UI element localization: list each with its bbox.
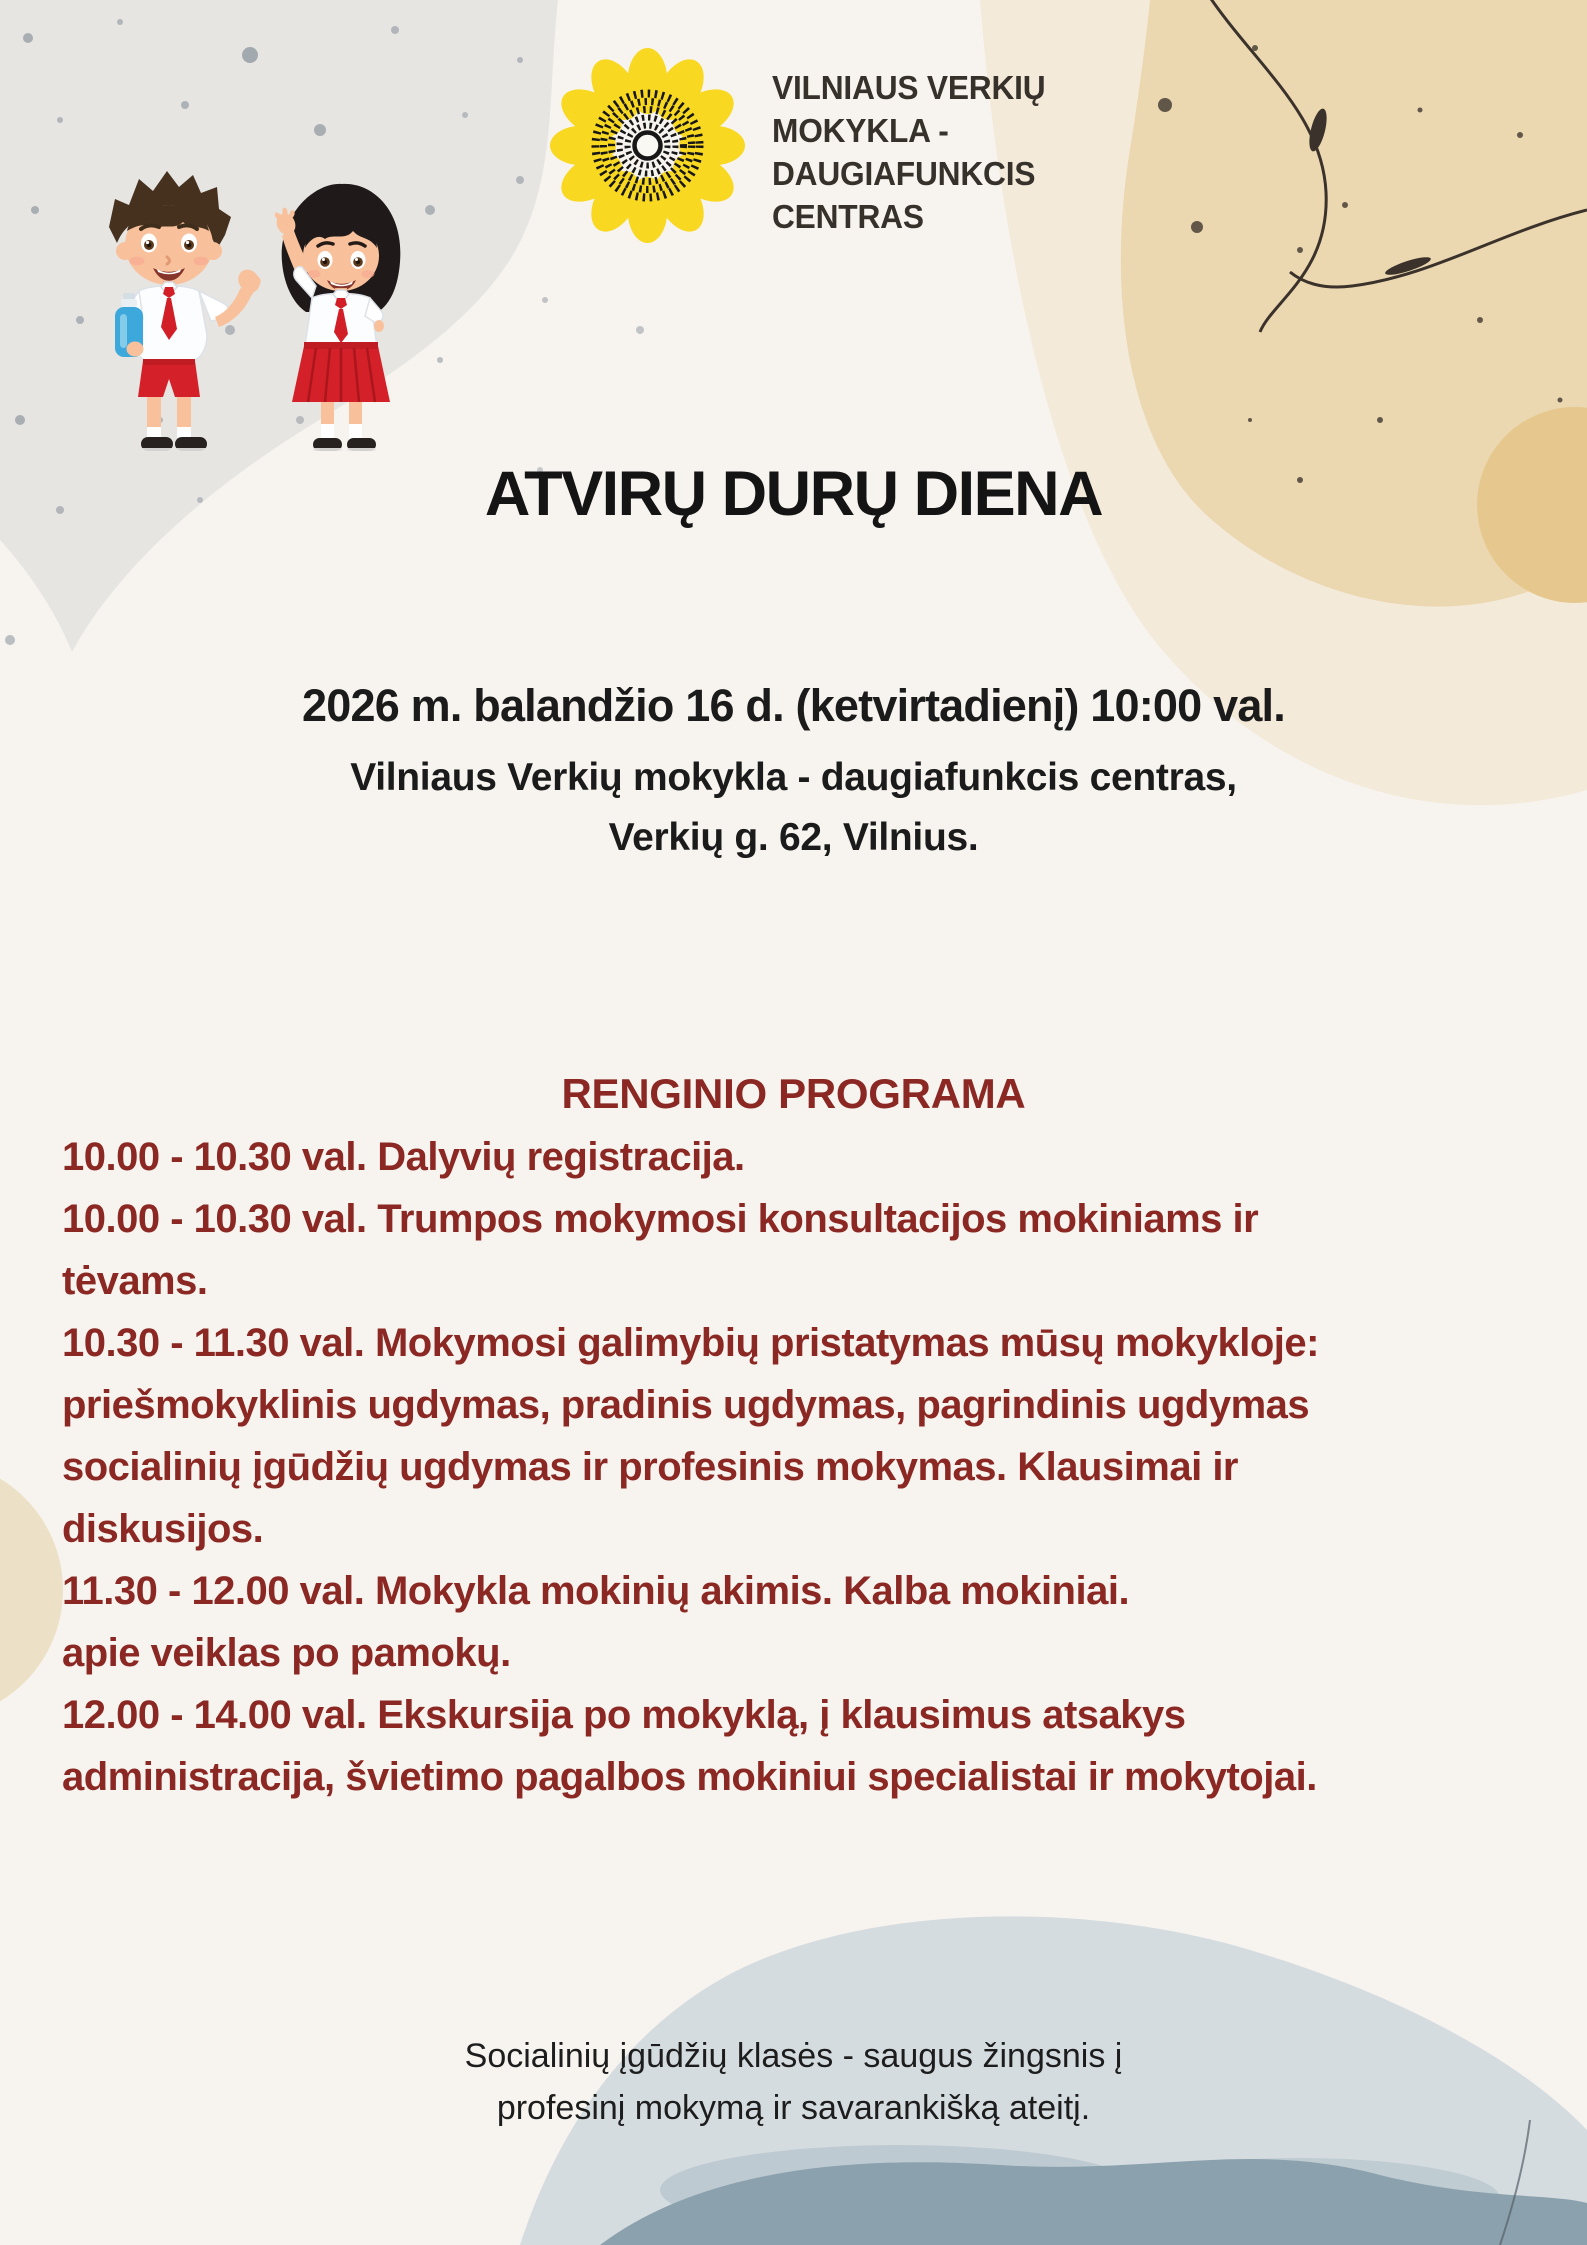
logo-line: CENTRAS bbox=[772, 198, 924, 235]
program-line: 12.00 - 14.00 val. Ekskursija po mokyklą, į klausimus atsakys bbox=[62, 1693, 1186, 1737]
logo-text bbox=[772, 66, 1045, 238]
program-schedule bbox=[62, 1126, 1562, 1808]
logo-line: MOKYKLA - bbox=[772, 112, 949, 149]
event-details bbox=[0, 680, 1587, 868]
program-heading: RENGINIO PROGRAMA bbox=[561, 1070, 1026, 1117]
program-line: 10.00 - 10.30 val. Trumpos mokymosi konsultacijos mokiniams ir bbox=[62, 1197, 1259, 1241]
program-line: diskusijos. bbox=[62, 1507, 264, 1551]
program-line: 10.00 - 10.30 val. Dalyvių registracija. bbox=[62, 1135, 745, 1179]
event-datetime: 2026 m. balandžio 16 d. (ketvirtadienį) 10:00 val. bbox=[302, 680, 1285, 731]
footer-tagline bbox=[0, 2030, 1587, 2134]
event-address: Verkių g. 62, Vilnius. bbox=[608, 816, 979, 859]
event-venue: Vilniaus Verkių mokykla - daugiafunkcis centras, bbox=[350, 756, 1237, 799]
footer-line: profesinį mokymą ir savarankišką ateitį. bbox=[496, 2089, 1091, 2127]
program-line: 11.30 - 12.00 val. Mokykla mokinių akimis. Kalba mokiniai. bbox=[62, 1569, 1130, 1613]
program-line: administracija, švietimo pagalbos mokiniui specialistai ir mokytojai. bbox=[62, 1755, 1317, 1799]
program-line: apie veiklas po pamokų. bbox=[62, 1631, 511, 1675]
sunflower-icon bbox=[540, 38, 755, 253]
program-line: 10.30 - 11.30 val. Mokymosi galimybių pristatymas mūsų mokykloje: bbox=[62, 1321, 1319, 1365]
program-line: socialinių įgūdžių ugdymas ir profesinis mokymas. Klausimai ir bbox=[62, 1445, 1238, 1489]
boy-illustration bbox=[109, 171, 264, 452]
program-line: tėvams. bbox=[62, 1259, 208, 1303]
footer-line: Socialinių įgūdžių klasės - saugus žingsnis į bbox=[464, 2037, 1123, 2075]
girl-illustration bbox=[273, 184, 400, 451]
beige-circle-blob bbox=[0, 1460, 63, 1720]
page-title: ATVIRŲ DURŲ DIENA bbox=[484, 459, 1103, 529]
logo-line: VILNIAUS VERKIŲ bbox=[772, 69, 1046, 106]
logo-line: DAUGIAFUNKCIS bbox=[772, 155, 1036, 192]
schoolchildren-illustration bbox=[78, 158, 413, 468]
program-line: priešmokyklinis ugdymas, pradinis ugdymas, pagrindinis ugdymas bbox=[62, 1383, 1310, 1427]
